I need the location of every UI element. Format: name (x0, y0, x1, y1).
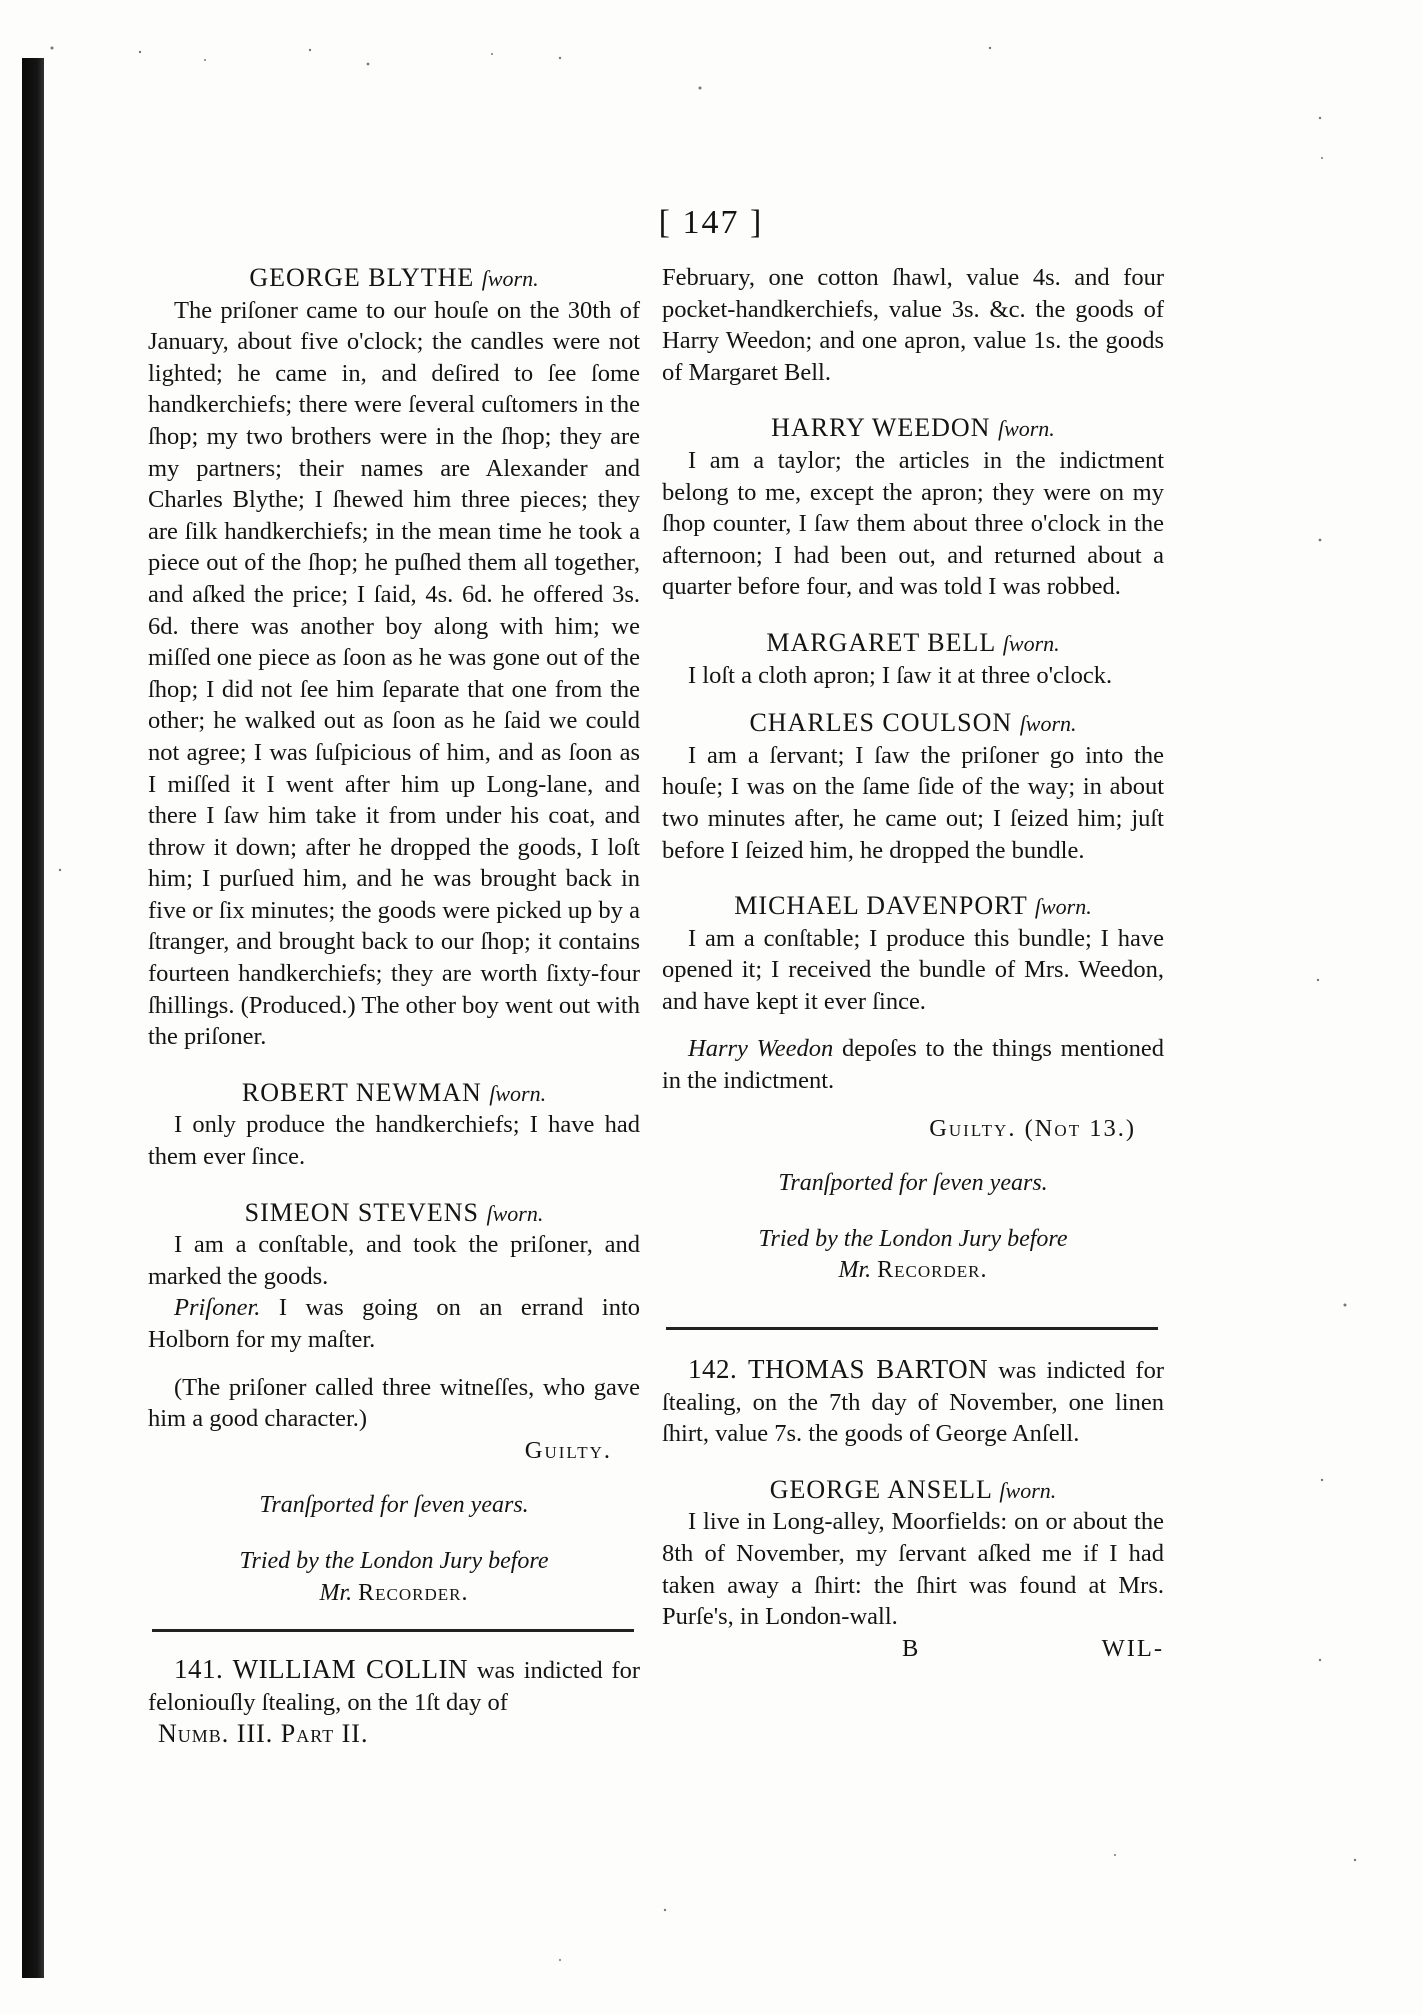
sworn-label: ſworn. (997, 416, 1055, 442)
sworn-label: ſworn. (1019, 711, 1077, 737)
case-indictment-text: was indicted for feloniouſly ſtealing, on the 1ſt day of (148, 1657, 641, 1716)
prisoner-statement (148, 1292, 640, 1355)
tried-by-judge (148, 1578, 640, 1610)
witness-name: GEORGE BLYTHE (249, 263, 475, 292)
signature-mark: B (902, 1634, 919, 1662)
sentence: Tranſported for ſeven years. (259, 1492, 529, 1519)
testimony-paragraph: I am a conſtable; I produce this bundle; I have opened it; I received the bundle of Mrs. Weedon, and have kept it ever ſince. (662, 924, 1164, 1015)
testimony-paragraph: I am a taylor; the articles in the indictment belong to me, except the apron; they were on my ſhop counter, I ſaw them about three o'clock in the afternoon; I had been out, and returned about a quarter before four, and was told I was robbed. (662, 446, 1164, 601)
page-number: [ 147 ] (658, 204, 764, 241)
case-indictment (148, 1654, 640, 1718)
witness-heading (662, 627, 1164, 660)
witness-heading (662, 1474, 1164, 1507)
sworn-label: ſworn. (486, 1200, 544, 1226)
verdict: Guilty. (524, 1436, 612, 1464)
witness-heading (662, 890, 1164, 923)
page-footer: Numb. III. Part II. (158, 1719, 369, 1749)
testimony-paragraph: The priſoner came to our houſe on the 30th of January, about five o'clock; the candles were not lighted; he came in, and deſired to ſee ſome handkerchiefs; there were ſeveral cuſtomers in the ſhop; my two brothers were in the ſhop; they are my partners; their names are Alexander and Charles Blythe; I ſhewed him three pieces; they are ſilk handkerchiefs; in the mean time he took a piece out of the ſhop; he puſhed them all together, and aſked the price; I ſaid, 4s. 6d. he offered 3s. 6d. there was another boy along with him; we miſſed one piece as ſoon as he was gone out of the ſhop; I did not ſee him ſeparate that one from the other; he walked out as ſoon as he ſaid we could not agree; I was ſuſpicious of him, and as ſoon as I miſſed it I went after him up Long-lane, and there I ſaw him take it from under his coat, and throw it down; after he dropped the goods, I loſt him; I purſued him, and he was brought back in five or ſix minutes; the goods were picked up by a ſtranger, and brought back to our ſhop; it contains fourteen handkerchiefs; they are worth ſixty-four ſhillings. (Produced.) The other boy went out with the priſoner. (148, 296, 640, 1051)
witness-name: ROBERT NEWMAN (241, 1077, 482, 1107)
left-column (148, 262, 640, 1750)
deposition-text: depoſes to the things mentioned in the indictment. (662, 1035, 1164, 1095)
recorder-label: Recorder. (358, 1579, 469, 1606)
sworn-label: ſworn. (999, 1477, 1057, 1503)
deposition-note (662, 1033, 1164, 1096)
mr-label: Mr. (319, 1579, 353, 1606)
indictment-continuation: February, one cotton ſhawl, value 4s. and four pocket-handkerchiefs, value 3s. &c. the goods of Harry Weedon; and one apron, value 1s. the goods of Margaret Bell. (662, 264, 1164, 386)
sworn-label: ſworn. (489, 1080, 547, 1106)
verdict: Guilty. (Not 13.) (929, 1114, 1136, 1142)
testimony-paragraph: I loſt a cloth apron; I ſaw it at three o'clock. (688, 661, 1113, 689)
mr-label: Mr. (838, 1257, 872, 1284)
witness-heading (662, 707, 1164, 740)
tried-by (148, 1546, 640, 1609)
witness-name: MARGARET BELL (766, 627, 996, 657)
witness-name: CHARLES COULSON (749, 708, 1013, 738)
catchword: WIL- (1101, 1634, 1164, 1662)
tried-by-line: Tried by the London Jury before (758, 1225, 1068, 1252)
testimony-paragraph: I am a ſervant; I ſaw the priſoner go into the houſe; I was on the ſame ſide of the way; in about two minutes after, he came out; I ſeized him; juſt before I ſeized him, he dropped the bundle. (662, 741, 1164, 864)
character-note: (The priſoner called three witneſſes, who gave him a good character.) (148, 1373, 640, 1433)
case-indictment (662, 1354, 1164, 1450)
witness-name: SIMEON STEVENS (244, 1197, 479, 1227)
sworn-label: ſworn. (1034, 894, 1092, 920)
sentence: Tranſported for ſeven years. (778, 1170, 1048, 1197)
prisoner-statement-text: I was going on an errand into Holborn for my maſter. (148, 1294, 640, 1353)
page-foot (662, 1633, 1164, 1665)
sworn-label: ſworn. (481, 266, 539, 291)
tried-by-judge (662, 1255, 1164, 1287)
case-divider (666, 1327, 1158, 1330)
deponent-name: Harry Weedon (688, 1035, 834, 1063)
case-indictment-text: was indicted for ſtealing, on the 7th day of November, one linen ſhirt, value 7s. the goods of George Anſell. (662, 1357, 1165, 1448)
sworn-label: ſworn. (1002, 630, 1060, 656)
witness-name: GEORGE ANSELL (769, 1474, 992, 1504)
witness-heading (662, 412, 1164, 445)
witness-heading (148, 1077, 640, 1110)
tried-by-line: Tried by the London Jury before (239, 1547, 549, 1574)
testimony-paragraph: I am a conſtable, and took the priſoner, and marked the goods. (148, 1231, 640, 1290)
prisoner-label: Priſoner. (174, 1294, 261, 1322)
recorder-label: Recorder. (877, 1257, 988, 1284)
witness-heading (148, 1197, 640, 1230)
book-spine-shadow (22, 58, 44, 1978)
tried-by (662, 1224, 1164, 1287)
right-column (662, 262, 1164, 1665)
case-number-name: 142. THOMAS BARTON (688, 1354, 989, 1385)
witness-heading (148, 262, 640, 295)
testimony-paragraph: I only produce the handkerchiefs; I have had them ever ſince. (148, 1111, 640, 1171)
case-number-name: 141. WILLIAM COLLIN (174, 1654, 469, 1685)
case-divider (152, 1629, 634, 1632)
witness-name: HARRY WEEDON (771, 413, 991, 443)
testimony-paragraph: I live in Long-alley, Moorfields: on or about the 8th of November, my ſervant aſked me if I had taken away a ſhirt: the ſhirt was found at Mrs. Purſe's, in London-wall. (662, 1508, 1164, 1631)
witness-name: MICHAEL DAVENPORT (734, 891, 1028, 921)
